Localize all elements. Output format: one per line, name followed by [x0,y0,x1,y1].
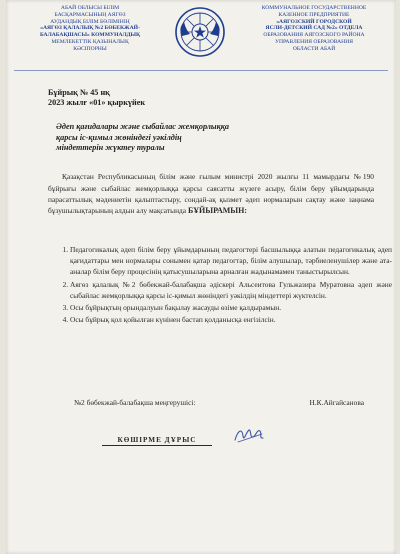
order-number: Бұйрық № 45 нқ [48,88,110,97]
order-items [50,244,392,326]
letterhead-russian [236,5,392,53]
letterhead-ru-line: КАЗЕННОЕ ПРЕДПРИЯТИЕ [278,11,350,18]
letterhead-ru-line: ОБРАЗОВАНИЯ АЯГОЗСКОГО РАЙОНА [263,32,365,39]
signatory-position: №2 бөбекжай-балабақша меңгерушісі: [74,398,196,407]
order-item: 1. Педагогикалық әдеп білім беру ұйымдарының педагогтері басшылыққа алатын педагогикалық әдеп қағидаттары мен нормалары сонымен қатар педагогтар, білім алушылар, тәрбиеленушілер және ата-аналар білім беру процесінің қатысушыларына арналған жадынамамен таныстырылсын. [70,244,392,278]
kazakhstan-emblem-icon [174,6,226,58]
order-word: БҰЙЫРАМЫН: [187,206,248,215]
preamble-text: Қазақстан Республикасының білім және ғылым министрі 2020 жылғы 11 мамырдағы №190 бұйрығы және сыбайлас жемқорлыққа қарсы саясатты жүзеге асыру, білім беру ұйымдарында парасаттылық мәдениетін қалыптастыру, сондай-ақ қызмет әдеп нормаларын сақтау және заңнама бұзушылықтарының алдын алу мақсатында [48,172,374,215]
order-item: 2. Аягөз қалалық №2 бөбекжай-балабақша әдіскері Альсеитова Гульжазира Муратовна әдеп және сыбайлас жемқорлыққа қарсы іс-қимыл жөніндегі уәкілдің міндеттері жүктелсін. [70,279,392,301]
letterhead-kz-line: АУДАНДЫҚ БІЛІМ БӨЛІМІНІҢ [50,18,130,25]
letterhead-ru-line: КОММУНАЛЬНОЕ ГОСУДАРСТВЕННОЕ [261,5,367,11]
handwritten-signature-icon [232,424,266,446]
letterhead-kz-line: «АЯГӨЗ ҚАЛАЛЫҚ №2 БӨБЕКЖАЙ- [40,25,140,32]
order-title-line: Әдеп қағидалары және сыбайлас жемқорлыққа [56,122,230,131]
letterhead-kazakh [14,5,166,53]
signatory-name: Н.К.Айгайсанова [309,398,364,407]
letterhead-divider [14,70,388,71]
letterhead-ru-line: «АЯГОЗСКИЙ ГОРОДСКОЙ [276,18,352,25]
letterhead-ru-line: УПРАВЛЕНИЯ ОБРАЗОВАНИЯ [275,38,353,45]
letterhead-kz-line: АБАЙ ОБЛЫСЫ БІЛІМ [60,5,120,11]
order-item: 4. Осы бұйрық қол қойылған күнінен бастап қолданысқа енгізілсін. [70,314,392,325]
order-title-line: міндеттерін жүктеу туралы [56,143,165,152]
order-preamble [48,171,374,216]
order-item: 3. Осы бұйрықтың орындалуын бақылау жасауды өзіме қалдырамын. [70,302,392,313]
letterhead-kz-line: БАСҚАРМАСЫНЫҢ АЯГӨЗ [54,11,126,18]
letterhead-ru-line: ОБЛАСТИ АБАЙ [292,45,336,52]
letterhead-kz-line: МЕМЛЕКЕТТІК ҚАЗЫНАЛЫҚ [51,38,129,45]
letterhead-ru-line: ЯСЛИ-ДЕТСКИЙ САД №2» ОТДЕЛА [265,25,363,32]
letterhead [6,2,396,72]
order-title [56,122,316,154]
order-title-line: қарсы іс-қимыл жөніндегі уәкілдің [56,132,182,142]
order-number-block [48,88,145,108]
document-page [6,0,396,554]
copy-true-stamp: КӨШІРМЕ ДҰРЫС [102,436,212,446]
letterhead-kz-line: БАЛАБАҚШАСЫ» КОММУНАЛДЫҚ [39,32,141,39]
order-date: 2023 жылғ «01» қыркүйек [48,98,146,107]
letterhead-kz-line: КӘСІПОРНЫ [73,45,107,52]
